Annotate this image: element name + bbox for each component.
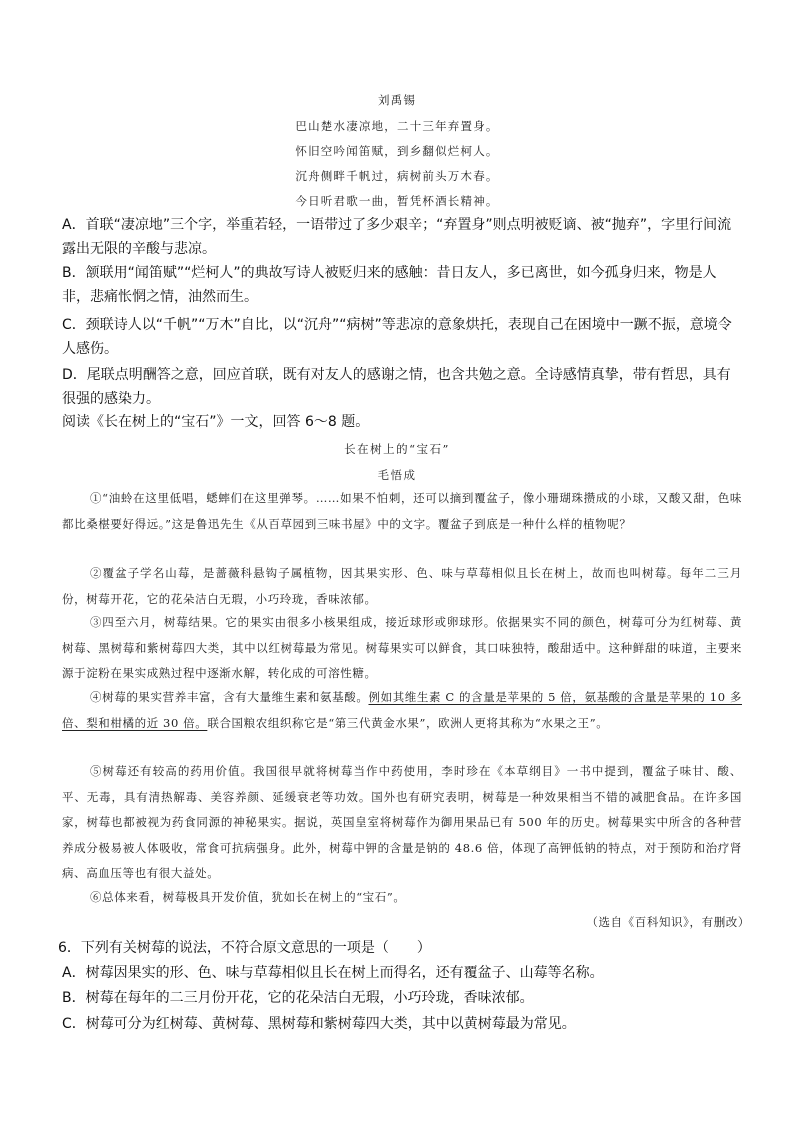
poem-line: 今日听君歌一曲，暂凭杯酒长精神。 (295, 194, 499, 208)
article-title: 长在树上的“宝石” (344, 442, 450, 456)
article-paragraph-1: ①“油蛉在这里低唱，蟋蟀们在这里弹琴。……如果不怕刺，还可以摘到覆盆子，像小珊瑚珠攒成的小球，又酸又甜，色味都比桑椹要好得远。”这是鲁迅先生《从百草园到三味书屋》中的文字。覆盆子到底是一种什么样的植物呢？ (62, 491, 742, 531)
p4-tail: 联合国粮农组织称它是“第三代黄金水果”，欧洲人更将其称为“水果之王”。 (207, 715, 609, 730)
poem-line: 巴山楚水凄凉地，二十三年弃置身。 (295, 119, 499, 133)
q5-option-c: C．颈联诗人以“千帆”“万木”自比，以“沉舟”“病树”等悲凉的意象烘托，表现自己在困境中一蹶不振，意境令人感伤。 (62, 317, 732, 357)
reading-intro: 阅读《长在树上的“宝石”》一文，回答 6～8 题。 (62, 414, 370, 430)
q6-stem: 6．下列有关树莓的说法，不符合原文意思的一项是（ ） (58, 940, 431, 956)
q5-option-b: B．颔联用“闻笛赋”“烂柯人”的典故写诗人被贬归来的感触：昔日友人，多已离世，如今孤身归来，物是人非，悲痛怅惘之情，油然而生。 (62, 265, 717, 305)
article-paragraph-3: ③四至六月，树莓结果。它的果实由很多小核果组成，接近球形或卵球形。依据果实不同的颜色，树莓可分为红树莓、黄树莓、黑树莓和紫树莓四大类，其中以红树莓最为常见。树莓果实可以鲜食，其口味独特，酸甜适中。这种鲜甜的味道，主要来源于淀粉在果实成熟过程中逐渐水解，转化成的可溶性糖。 (62, 615, 742, 680)
article-paragraph-6: ⑥总体来看，树莓极具开发价值，犹如长在树上的“宝石”。 (90, 890, 406, 904)
article-author: 毛悟成 (377, 468, 417, 482)
q5-option-a: A．首联“凄凉地”三个字，举重若轻，一语带过了多少艰辛；“弃置身”则点明被贬谪、被“抛弃”，字里行间流露出无限的辛酸与悲凉。 (62, 217, 732, 257)
poem-author: 刘禹锡 (377, 93, 417, 107)
q6-option-b: B．树莓在每年的二三月份开花，它的花朵洁白无瑕，小巧玲珑，香味浓郁。 (62, 990, 534, 1006)
poem-line: 怀旧空吟闻笛赋，到乡翻似烂柯人。 (295, 144, 499, 158)
article-source: （选自《百科知识》，有删改） (586, 915, 750, 929)
p4-underlined-sentence: 例如其维生素 C 的含量是苹果的 5 倍，氨基酸的含量是苹果的 10 多倍、梨和柑橘的近 30 倍。 (62, 690, 742, 730)
q6-option-a: A．树莓因果实的形、色、味与草莓相似且长在树上而得名，还有覆盆子、山莓等名称。 (62, 965, 604, 981)
q5-option-d: D．尾联点明酬答之意，回应首联，既有对友人的感谢之情，也含共勉之意。全诗感情真挚，带有哲思，具有很强的感染力。 (62, 367, 731, 407)
article-paragraph-4 (62, 685, 742, 736)
q6-option-c: C．树莓可分为红树莓、黄树莓、黑树莓和紫树莓四大类，其中以黄树莓最为常见。 (62, 1016, 576, 1032)
article-paragraph-2: ②覆盆子学名山莓，是蔷薇科悬钩子属植物，因其果实形、色、味与草莓相似且长在树上，故而也叫树莓。每年二三月份，树莓开花，它的花朵洁白无瑕，小巧玲珑，香味浓郁。 (62, 566, 742, 606)
p4-lead: ④树莓的果实营养丰富，含有大量维生素和氨基酸。 (90, 690, 369, 704)
article-paragraph-5: ⑤树莓还有较高的药用价值。我国很早就将树莓当作中药使用，李时珍在《本草纲目》一书中提到，覆盆子味甘、酸、平、无毒，具有清热解毒、美容养颜、延缓衰老等功效。国外也有研究表明，树莓是一种效果相当不错的减肥食品。在许多国家，树莓也都被视为药食同源的神秘果实。据说，英国皇室将树莓作为御用果品已有 500 年的历史。树莓果实中所含的各种营养成分极易被人体吸收，常食可抗病强身。此外，树莓中钾的含量是钠的 48.6 倍，体现了高钾低钠的特点，对于预防和治疗肾病、高血压等也有很大益处。 (62, 764, 742, 880)
poem-line: 沉舟侧畔千帆过，病树前头万木春。 (295, 169, 499, 183)
